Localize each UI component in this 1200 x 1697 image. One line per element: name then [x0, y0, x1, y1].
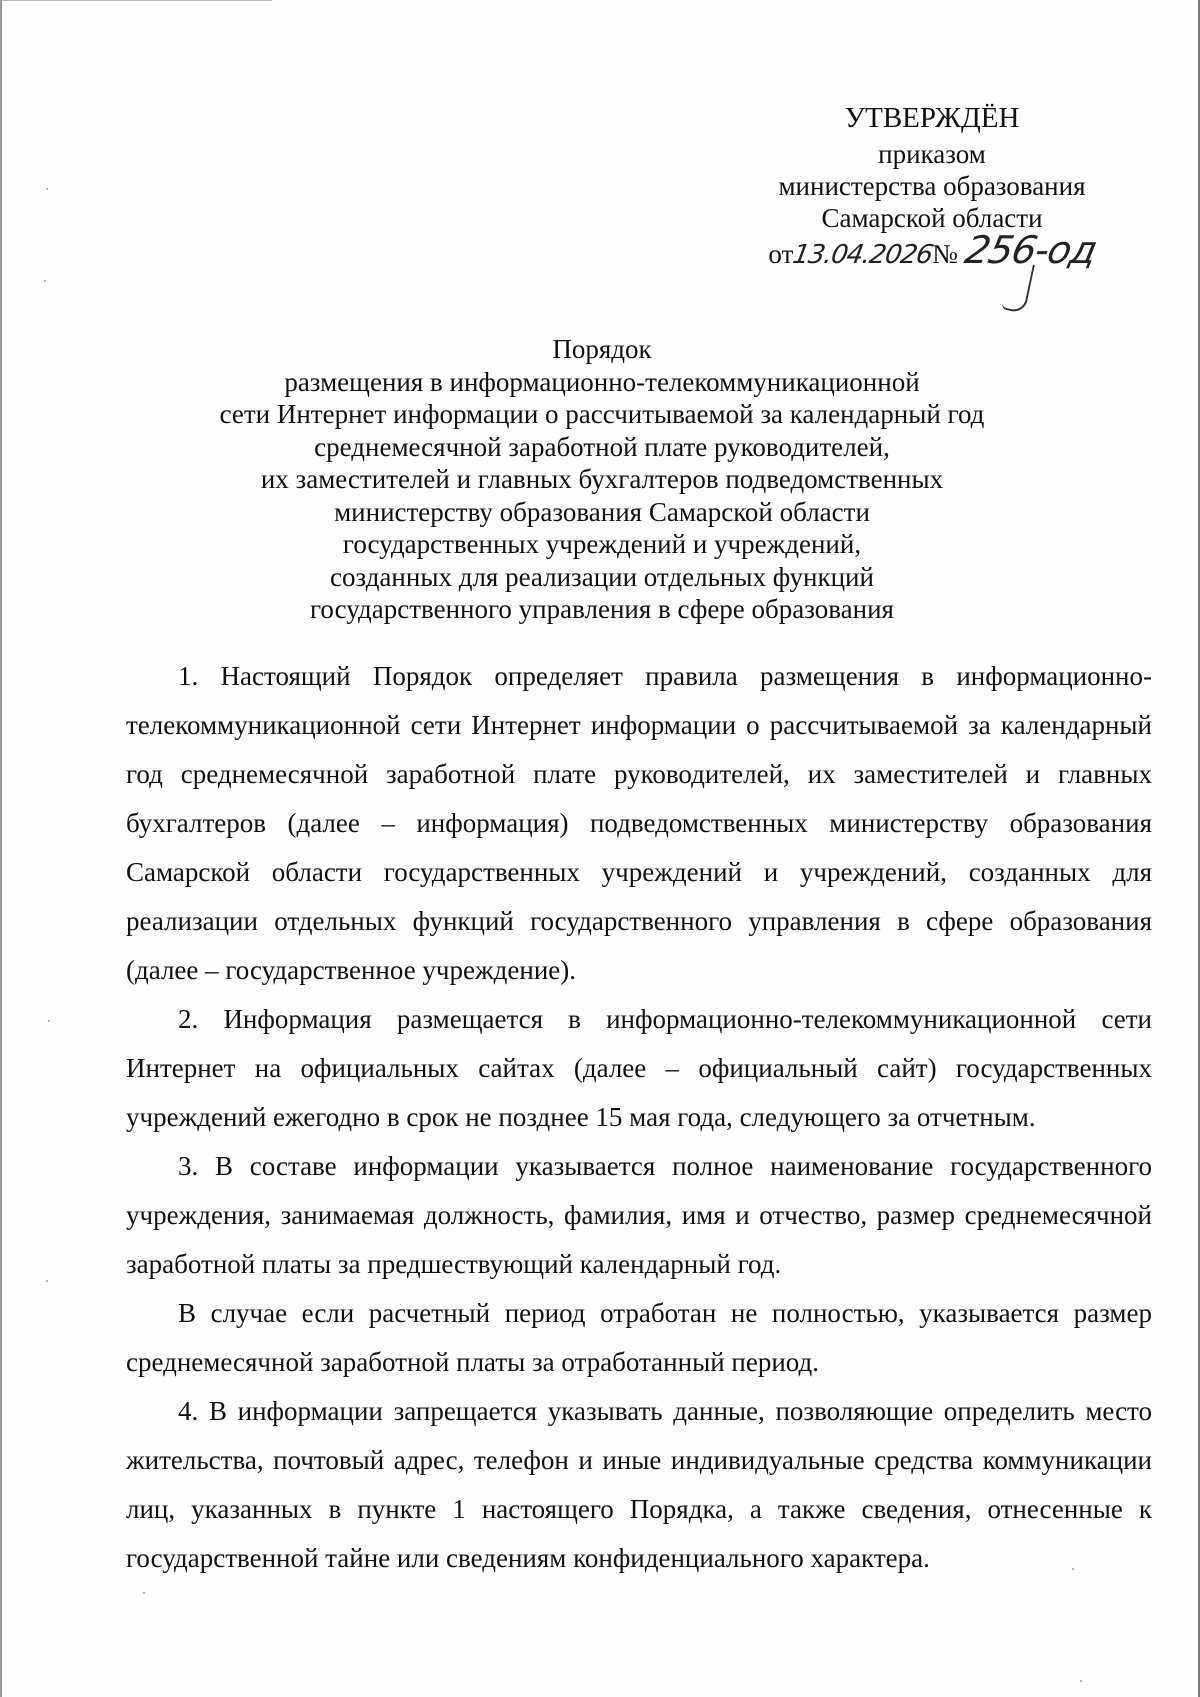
date-prefix: от [768, 239, 794, 269]
title-line: размещения в информационно-телекоммуникационной [284, 366, 920, 397]
scan-speck [48, 1020, 50, 1022]
scan-speck [1072, 1568, 1074, 1570]
scan-edge-line [2, 0, 272, 1]
paragraph-1: 1. Настоящий Порядок определяет правила размещения в информационно-телекоммуникационной сети Интернет информации о рассчитываемой за календарный год среднемесячной заработной плате руководителей, их заместителей и главных бухгалтеров (далее – информация) подведомственных министерству образования Самарской области государственных учреждений и учреждений, созданных для реализации отдельных функций государственного управления в сфере образования (далее – государственное учреждение). [126, 661, 1152, 985]
approval-date-line [762, 228, 1102, 274]
title-line: министерству образования Самарской области [334, 496, 870, 527]
scan-speck [143, 1592, 145, 1594]
approval-stamp-block [762, 100, 1102, 274]
title-heading: Порядок [552, 334, 652, 364]
title-line: среднемесячной заработной плате руководителей, [314, 431, 890, 462]
paragraph-3: 3. В составе информации указывается полное наименование государственного учреждения, занимаемая должность, фамилия, имя и отчество, размер среднемесячной заработной платы за предшествующий календарный год. [126, 1151, 1152, 1279]
title-line: государственного управления в сфере образования [310, 594, 894, 624]
scan-speck [46, 1280, 48, 1282]
scan-speck [46, 188, 48, 190]
scan-speck [44, 280, 46, 282]
title-line: их заместителей и главных бухгалтеров подведомственных [260, 464, 944, 494]
document-body [126, 652, 1152, 1583]
approval-title: УТВЕРЖДЁН [844, 102, 1020, 134]
title-line: государственных учреждений и учреждений, [342, 529, 862, 559]
title-line: созданных для реализации отдельных функций [330, 561, 874, 592]
paragraph-3-note: В случае если расчетный период отработан не полностью, указывается размер среднемесячной заработной платы за отработанный период. [126, 1298, 1152, 1377]
approval-line-region: Самарской области [821, 203, 1043, 233]
document-title [132, 333, 1072, 626]
paragraph-2: 2. Информация размещается в информационно-телекоммуникационной сети Интернет на официальных сайтах (далее – официальный сайт) государственных учреждений ежегодно в срок не позднее 15 мая года, следующего за отчетным. [126, 1004, 1152, 1132]
approval-line-ministry: министерства образования [778, 171, 1086, 201]
number-sign: № [932, 239, 958, 269]
title-line: сети Интернет информации о рассчитываемой за календарный год [219, 399, 985, 429]
handwritten-order-number: 256-од [961, 228, 1101, 272]
scan-speck [1080, 1680, 1082, 1682]
paragraph-4: 4. В информации запрещается указывать данные, позволяющие определить место жительства, почтовый адрес, телефон и иные индивидуальные средства коммуникации лиц, указанных в пункте 1 настоящего Порядка, а также сведения, отнесенные к государственной тайне или сведениям конфиденциального характера. [126, 1396, 1152, 1573]
approval-line-order: приказом [878, 139, 986, 169]
handwritten-date: 13.04.2026 [790, 240, 935, 270]
